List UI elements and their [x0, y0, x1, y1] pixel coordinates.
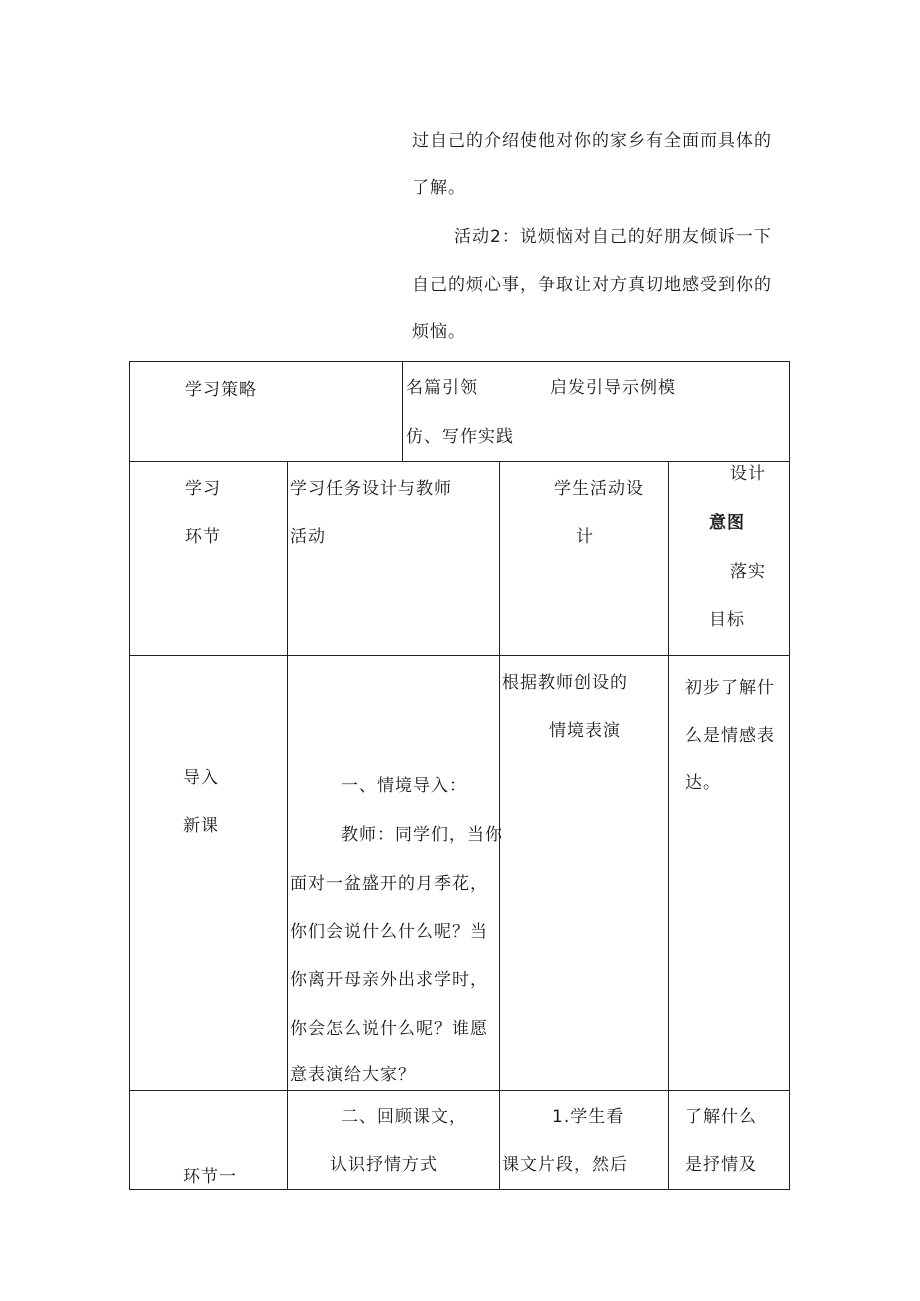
row-student: 1.学生看	[552, 1107, 625, 1127]
row-stage: 新课	[183, 816, 219, 836]
row-intent: 初步了解什	[685, 678, 775, 698]
table-border	[129, 655, 790, 656]
table-border	[129, 1090, 790, 1091]
row-student: 情境表演	[549, 721, 621, 741]
row-task: 教师：同学们，当你	[341, 825, 503, 845]
header-task: 学习任务设计与教师	[290, 479, 452, 499]
header-intent: 落实	[730, 562, 766, 582]
table-border	[129, 461, 790, 462]
row-intent: 达。	[685, 773, 721, 793]
header-student: 学生活动设	[554, 479, 644, 499]
row-task: 你会怎么说什么呢？谁愿	[290, 1019, 488, 1039]
table-border	[129, 1189, 790, 1190]
row-task: 你们会说什么什么呢？当	[290, 922, 488, 942]
header-task: 活动	[290, 527, 326, 547]
table-border	[129, 361, 790, 362]
row-intent: 是抒情及	[685, 1155, 757, 1175]
row-student: 根据教师创设的	[502, 673, 628, 693]
strategy-value: 名篇引领 启发引导示例模	[406, 378, 676, 398]
strategy-label: 学习策略	[185, 380, 257, 400]
header-intent: 目标	[709, 610, 745, 630]
table-border	[129, 361, 130, 1190]
row-task: 一、情境导入：	[341, 776, 467, 796]
intro-line: 活动2：说烦恼对自己的好朋友倾诉一下	[454, 227, 772, 247]
intro-line: 烦恼。	[412, 322, 466, 342]
row-intent: 么是情感表	[685, 726, 775, 746]
intro-line: 过自己的介绍使他对你的家乡有全面而具体的	[412, 131, 772, 151]
row-task: 面对一盆盛开的月季花，	[290, 874, 488, 894]
intro-line: 了解。	[412, 178, 466, 198]
row-task: 意表演给大家？	[290, 1065, 416, 1085]
row-task: 二、回顾课文，	[341, 1107, 467, 1127]
header-intent: 设计	[730, 464, 766, 484]
row-task: 认识抒情方式	[330, 1155, 438, 1175]
header-student: 计	[576, 527, 594, 547]
row-stage: 导入	[183, 768, 219, 788]
row-intent: 了解什么	[685, 1107, 757, 1127]
header-stage: 学习	[185, 479, 221, 499]
row-student: 课文片段，然后	[502, 1155, 628, 1175]
strategy-value: 仿、写作实践	[406, 427, 514, 447]
header-stage: 环节	[185, 527, 221, 547]
table-border	[789, 361, 790, 1190]
row-task: 你离开母亲外出求学时，	[290, 970, 488, 990]
row-stage: 环节一	[183, 1167, 237, 1187]
table-border	[668, 461, 669, 1190]
intro-line: 自己的烦心事，争取让对方真切地感受到你的	[412, 275, 772, 295]
table-border	[287, 461, 288, 1190]
header-intent: 意图	[709, 513, 745, 533]
table-border	[402, 361, 403, 461]
